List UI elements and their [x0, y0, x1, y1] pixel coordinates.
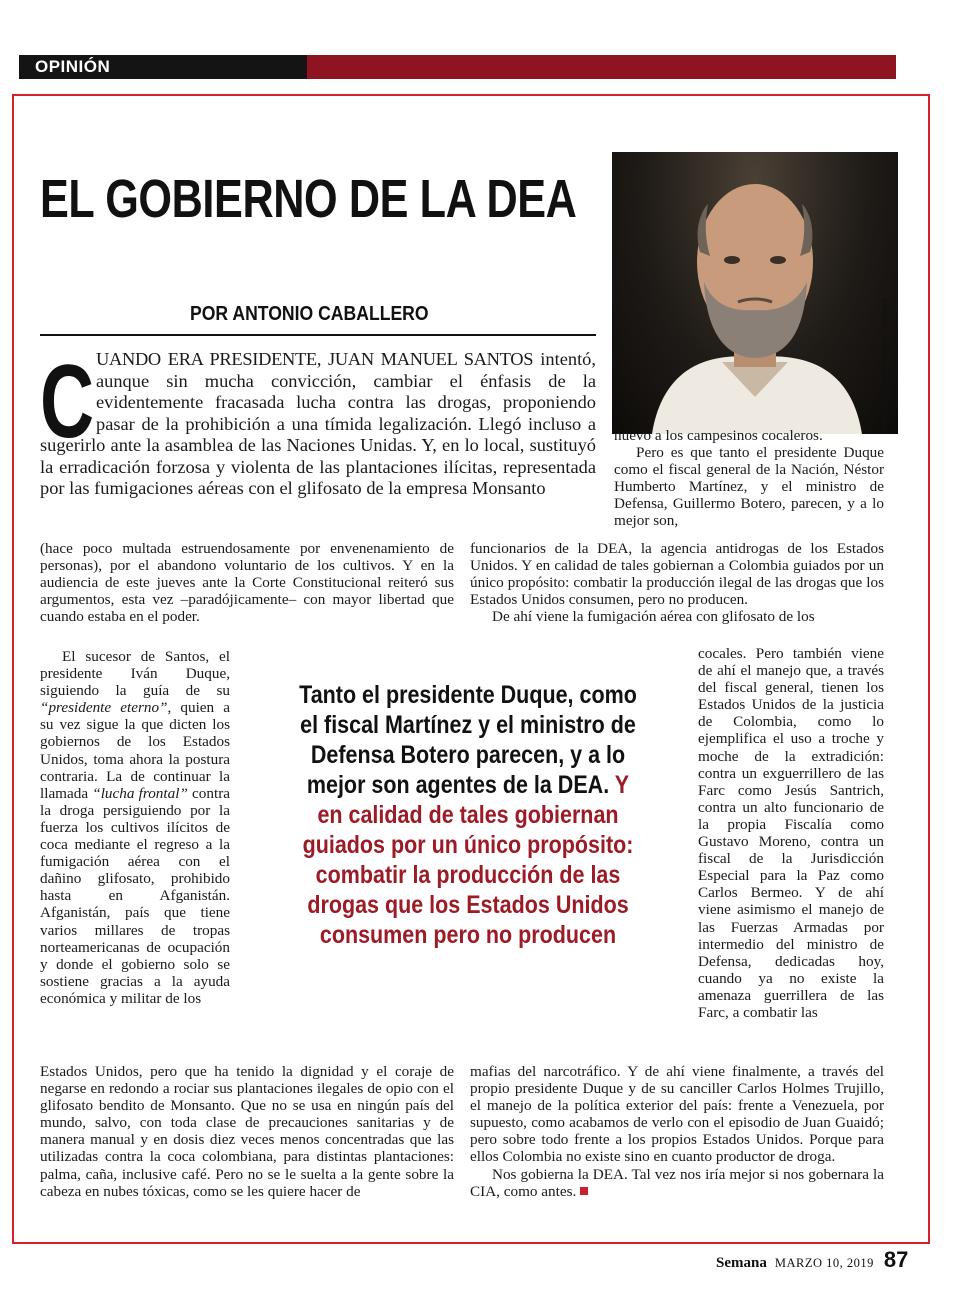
pull-quote-black: Tanto el presidente Duque, como el fiscal Martínez y el ministro de Defensa Botero parecen, y a lo mejor son agentes de la DEA.: [299, 681, 637, 799]
section-bar: [19, 55, 896, 79]
body-paragraph-1-cont: (hace poco multada estruendosamente por envenenamiento de personas), por el abandono voluntario de los cultivos. Y en la audiencia de este jueves ante la Corte Constitucional reiteró sus argumentos, esta vez –paradójicamente– con mayor libertad que cuando estaba en el poder.: [40, 540, 454, 626]
body-paragraph-3: Pero es que tanto el presidente Duque como el fiscal general de la Nación, Néstor Humberto Martínez, y el ministro de Defensa, Guillermo Botero, parecen, y a lo mejor son,: [614, 444, 884, 530]
body-paragraph-4-cont: mafias del narcotráfico. Y de ahí viene finalmente, a través del propio presidente Duque y de su canciller Carlos Holmes Trujillo, el manejo de la política exterior del país: frente a Venezuela, por supuesto, como acabamos de verlo con el episodio de Juan Guaidó; pero sobre todo frente a los propios Estados Unidos. Porque para ellos Colombia no existe sino en cuanto productor de droga.: [470, 1063, 884, 1166]
lead-caps: UANDO ERA PRESIDENTE, JUAN MANUEL SANTOS: [96, 349, 534, 369]
portrait-illustration: [612, 152, 898, 434]
photo-credit: FOTO: LEÓN DARÍO PELÁEZ - SEMANA: [882, 298, 889, 432]
body-paragraph-4-start: De ahí viene la fumigación aérea con glifosato de los: [492, 608, 815, 626]
column-right-narrow: [698, 645, 884, 1021]
body-right-top: nuevo a los campesinos cocaleros.: [614, 427, 823, 444]
pull-quote-red: Y en calidad de tales gobiernan guiados por un único propósito: combatir la producción de las drogas que los Estados Unidos consumen pero no producen: [302, 771, 634, 949]
column-right-bottom: [470, 1063, 884, 1200]
byline-rule: [40, 334, 596, 336]
page-footer: [716, 1247, 908, 1273]
body-paragraph-2: El sucesor de Santos, el presidente Iván Duque, siguiendo la guía de su “presidente eterno”, quien a su vez sigue la que dicten los gobiernos de los Estados Unidos, toma ahora la postura contraria. La de continuar la llamada “lucha frontal” contra la droga persiguiendo por la fuerza los cultivos ilícitos de coca mediante el regreso a la fumigación aérea con el dañino glifosato, prohibido hasta en Afganistán. Afganistán, país que tiene varios millares de tropas norteamericanas de ocupación y donde el gobierno solo se sostiene gracias a la ayuda económica y militar de los: [40, 648, 231, 1007]
body-paragraph-2-cont: Estados Unidos, pero que ha tenido la dignidad y el coraje de negarse en redondo a rociar sus plantaciones ilegales de opio con el glifosato bendito de Monsanto. Que no se usa en ningún país del mundo, salvo, con toda clase de precauciones sanitarias y de manera manual y en dosis diez veces menos concentradas que las utilizadas contra la coca colombiana, para distintas plantaciones: palma, caña, inclusive café. Pero no se le suelta a la gente sobre la cabeza en nubes tóxicas, como se les quiere hacer de: [40, 1063, 454, 1200]
column-right-top: [614, 427, 884, 530]
body-paragraph-5: Nos gobierna la DEA. Tal vez nos iría mejor si nos gobernara la CIA, como antes.: [470, 1165, 884, 1200]
issue-date: MARZO 10, 2019: [774, 1256, 874, 1270]
body-paragraph-4: cocales. Pero también viene de ahí el manejo que, a través del fiscal general, tienen los Estados Unidos de la justicia de Colombia, como lo ejemplifica el uso a troche y moche de la extradición: contra un exguerrillero de las Farc como Jesús Santrich, contra un alto funcionario de la propia Fiscalía como Gustavo Moreno, contra un fiscal de la Jurisdicción Especial para la Paz como Carlos Bermeo. Y de ahí viene asimismo el manejo de las Fuerzas Armadas por intermedio del ministro de Defensa, dedicadas hoy, cuando ya no existe la amenaza guerrillera de las Farc, a combatir las: [698, 645, 884, 1021]
drop-cap: C: [40, 344, 95, 460]
column-left-bottom: [40, 1063, 454, 1200]
end-mark-icon: [580, 1187, 588, 1195]
author-photo: [612, 152, 898, 434]
column-right-wide: [470, 540, 884, 625]
headline: EL GOBIERNO DE LA DEA: [40, 169, 577, 229]
page-number: 87: [883, 1247, 909, 1272]
lead-paragraph: [40, 344, 596, 500]
quote-presidente-eterno: “presidente eterno”: [40, 699, 168, 717]
body-paragraph-3-cont: funcionarios de la DEA, la agencia antidrogas de los Estados Unidos. Y en calidad de tales gobiernan a Colombia guiados por un único propósito: combatir la producción ilegal de las drogas que los Estados Unidos consumen, pero no producen.: [470, 540, 884, 609]
quote-lucha-frontal: “lucha frontal”: [92, 784, 188, 802]
section-bar-accent: [307, 55, 896, 79]
column-left-top: [40, 540, 454, 625]
byline: POR ANTONIO CABALLERO: [190, 303, 429, 325]
column-left-narrow: [40, 648, 230, 1007]
section-label: OPINIÓN: [35, 57, 111, 76]
magazine-name: Semana: [716, 1255, 767, 1271]
lead-text: intentó, aunque sin mucha convicción, cambiar el énfasis de la evidentemente fracasada lucha contra las drogas, proponiendo pasar de la prohibición a una tímida legalización. Llegó incluso a sugerirlo ante la asamblea de las Naciones Unidas. Y, en lo local, sustituyó la erradicación forzosa y violenta de las plantaciones ilícitas, representada por las fumigaciones aéreas con el glifosato de la empresa Monsanto: [40, 349, 596, 498]
pull-quote: [292, 680, 644, 950]
